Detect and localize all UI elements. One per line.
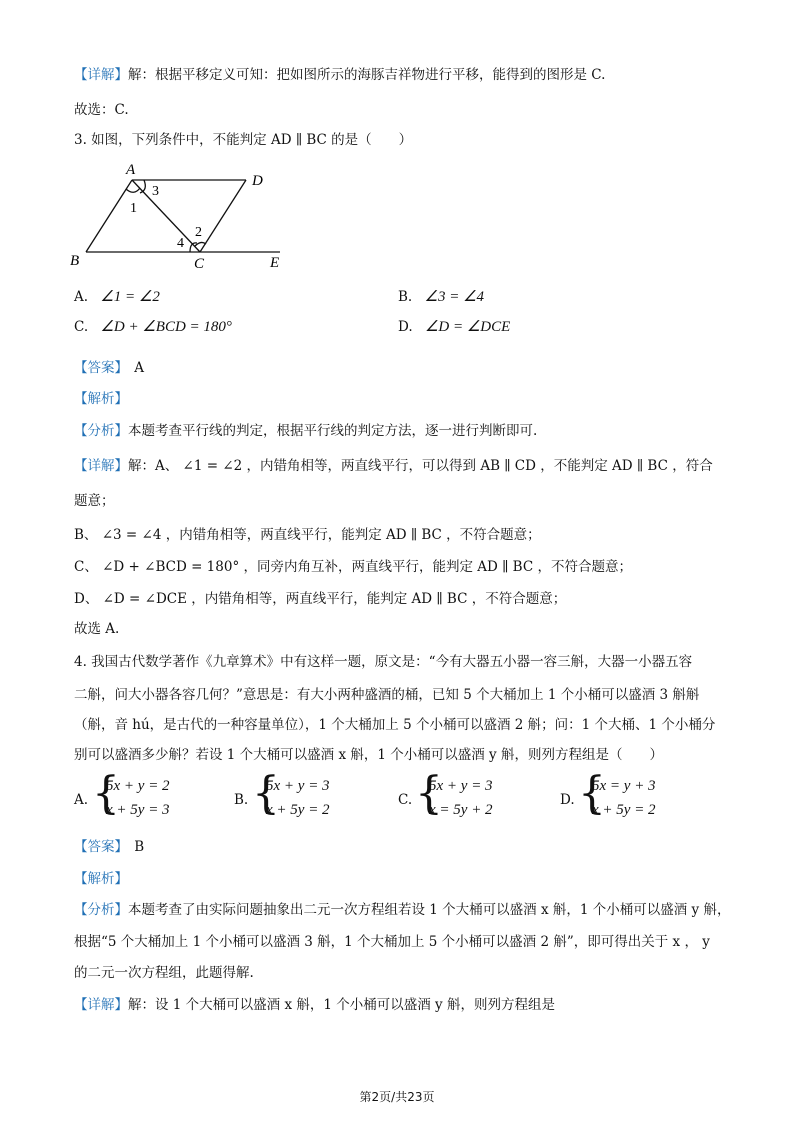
q3-detail-line-2: B、 ∠3 = ∠4 ，内错角相等，两直线平行，能判定 AD ∥ BC ，不符合题意；: [74, 527, 541, 543]
option-letter: D.: [398, 319, 413, 335]
q3-fenxi-line: [74, 422, 537, 440]
label-angle-4: 4: [177, 236, 184, 251]
angle-arc-1: [126, 188, 140, 192]
equation-2: x = 5y + 2: [429, 802, 493, 818]
label-angle-3: 3: [152, 184, 159, 199]
q4-fenxi-1: 本题考查了由实际问题抽象出二元一次方程组若设 1 个大桶可以盛酒 x 斛，1 个小桶可以盛酒 y 斛，: [128, 902, 731, 918]
q4-fenxi-line-3: 的二元一次方程组，此题得解.: [74, 965, 254, 981]
equation-1: 5x + y = 2: [106, 778, 170, 794]
q3-answer-line: [74, 359, 144, 377]
q4-analysis-tag: 【解析】: [74, 871, 128, 887]
equation-1: 5x + y = 3: [429, 778, 493, 794]
q4-option-d-letter: D.: [560, 792, 575, 808]
q4-stem-4: 别可以盛酒多少斛？若设 1 个大桶可以盛酒 x 斛，1 个小桶可以盛酒 y 斛，则列方程组是（ ）: [74, 747, 663, 763]
answer-tag: 【答案】: [74, 360, 128, 376]
q3-stem: 3. 如图，下列条件中，不能判定 AD ∥ BC 的是（ ）: [74, 132, 413, 148]
q3-analysis-tag: 【解析】: [74, 391, 128, 407]
option-letter: A.: [74, 289, 89, 305]
q4-stem-3: （斛，音 hú，是古代的一种容量单位），1 个大桶加上 5 个小桶可以盛酒 2 斛；问：1 个大桶、1 个小桶分: [74, 717, 716, 733]
q4-stem-2: 二斛，问大小器各容几何？”意思是：有大小两种盛酒的桶，已知 5 个大桶加上 1 个小桶可以盛酒 3 斛斛: [74, 687, 700, 703]
segment-CD: [200, 180, 246, 252]
brace-icon: {: [578, 768, 606, 819]
q4-stem-1: 4. 我国古代数学著作《九章算术》中有这样一题，原文是：“今有大器五小器一容三斛，大器一小器五容: [74, 654, 693, 670]
detail-tag: 【详解】: [74, 458, 128, 474]
q3-figure: [64, 160, 304, 272]
angle-arc-3: [140, 180, 145, 193]
detail-tag: 【详解】: [74, 67, 128, 83]
q4-option-b-letter: B.: [234, 792, 249, 808]
label-A: A: [126, 162, 136, 178]
fenxi-tag: 【分析】: [74, 423, 128, 439]
q3-answer: A: [134, 360, 145, 376]
page-footer: 第2页/共23页: [359, 1090, 435, 1104]
option-text: ∠1 = ∠2: [100, 289, 160, 305]
q3-detail-line-1b: 题意；: [74, 493, 115, 509]
q4-answer-line: [74, 838, 144, 856]
q4-answer: B: [134, 839, 145, 855]
label-angle-2: 2: [195, 225, 202, 240]
segment-AB: [86, 180, 132, 252]
option-text: ∠3 = ∠4: [424, 289, 485, 305]
equation-1: 5x = y + 3: [592, 778, 656, 794]
q3-option-b: [398, 288, 484, 306]
q3-option-c: [74, 318, 232, 336]
label-angle-1: 1: [130, 201, 137, 216]
option-letter: B.: [398, 289, 413, 305]
equation-2: x + 5y = 2: [266, 802, 330, 818]
q4-fenxi-line-2: 根据“5 个大桶加上 1 个小桶可以盛酒 3 斛，1 个大桶加上 5 个小桶可以盛酒 2 斛”，即可得出关于 x ， y: [74, 934, 710, 950]
q3-detail-line-4: D、 ∠D = ∠DCE ，内错角相等，两直线平行，能判定 AD ∥ BC ，不符合题意；: [74, 591, 567, 607]
q4-detail-line: [74, 996, 555, 1014]
q4-option-c-letter: C.: [398, 792, 413, 808]
q2-conclusion: 故选：C.: [74, 102, 129, 118]
equation-2: x + 5y = 3: [106, 802, 170, 818]
q4-fenxi-line-1: [74, 901, 730, 919]
brace-icon: {: [252, 768, 280, 819]
q3-conclusion: 故选 A.: [74, 621, 120, 637]
label-E: E: [270, 255, 280, 271]
q3-option-d: [398, 318, 510, 336]
q4-option-a-letter: A.: [74, 792, 89, 808]
answer-tag: 【答案】: [74, 839, 128, 855]
q2-detail-line: [74, 66, 605, 84]
q3-detail-line-1: [74, 457, 713, 475]
q2-detail-text: 解：根据平移定义可知：把如图所示的海豚吉祥物进行平移，能得到的图形是 C.: [128, 67, 606, 83]
equation-1: 5x + y = 3: [266, 778, 330, 794]
q3-detail-1: 解：A、 ∠1 = ∠2 ，内错角相等，两直线平行，可以得到 AB ∥ CD ，不能判定 AD ∥ BC ，符合: [128, 458, 713, 474]
q3-fenxi: 本题考查平行线的判定，根据平行线的判定方法，逐一进行判断即可.: [128, 423, 538, 439]
detail-tag: 【详解】: [74, 997, 128, 1013]
option-letter: C.: [74, 319, 89, 335]
label-B: B: [70, 253, 80, 269]
brace-icon: {: [92, 768, 120, 819]
brace-icon: {: [415, 768, 443, 819]
equation-2: x + 5y = 2: [592, 802, 656, 818]
q3-detail-line-3: C、 ∠D + ∠BCD = 180° ，同旁内角互补，两直线平行，能判定 AD ∥ BC ，不符合题意；: [74, 559, 632, 575]
q4-detail: 解：设 1 个大桶可以盛酒 x 斛，1 个小桶可以盛酒 y 斛，则列方程组是: [128, 997, 555, 1013]
option-text: ∠D = ∠DCE: [424, 319, 511, 335]
label-D: D: [252, 173, 263, 189]
option-text: ∠D + ∠BCD = 180°: [100, 319, 232, 335]
fenxi-tag: 【分析】: [74, 902, 128, 918]
segment-AC: [132, 180, 200, 252]
label-C: C: [194, 256, 205, 272]
q3-option-a: [74, 288, 160, 306]
